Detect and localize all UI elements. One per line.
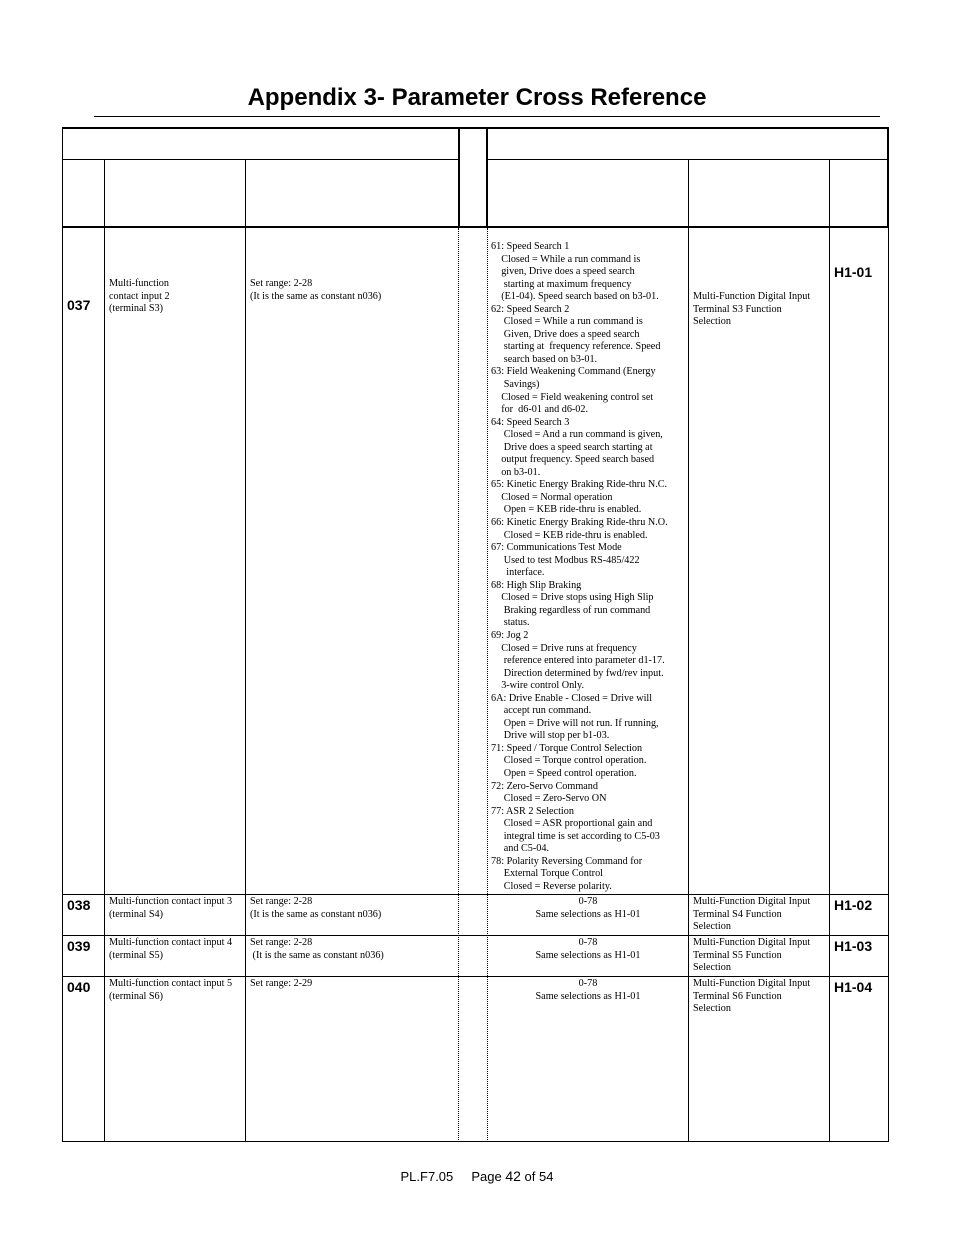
row-divider-1 bbox=[62, 894, 889, 895]
header-col-divider-6 bbox=[829, 160, 830, 227]
row-divider-2 bbox=[62, 935, 889, 936]
page-label: Page bbox=[471, 1169, 502, 1184]
table-row-new-values: 0-78 Same selections as H1-01 bbox=[535, 896, 641, 920]
table-row-old-range: Set range: 2-28 (It is the same as constant n036) bbox=[250, 896, 382, 920]
body-col-divider-6 bbox=[829, 228, 830, 1142]
table-row-new-param: H1-02 bbox=[834, 897, 873, 913]
header-bottom-rule bbox=[62, 226, 889, 228]
table-row-old-range: Set range: 2-28 (It is the same as constant n036) bbox=[250, 278, 382, 302]
table-row-old-param: 038 bbox=[67, 897, 91, 913]
header-subdivider-left bbox=[62, 159, 458, 160]
table-row-new-param: H1-03 bbox=[834, 938, 873, 954]
header-col-divider-1 bbox=[104, 160, 105, 227]
body-col-divider-5 bbox=[688, 228, 689, 1142]
table-row-new-name: Multi-Function Digital Input Terminal S5 Function Selection bbox=[693, 937, 811, 974]
table-right-border-body bbox=[888, 227, 889, 1142]
body-col-divider-1 bbox=[104, 228, 105, 1142]
table-row-old-name: Multi-function contact input 2 (terminal S3) bbox=[109, 278, 170, 315]
document-id: PL.F7.05 bbox=[400, 1169, 454, 1184]
table-row-old-param: 040 bbox=[67, 979, 91, 995]
body-gap-left-dotted bbox=[458, 228, 459, 1142]
table-row-old-name: Multi-function contact input 3 (terminal S4) bbox=[109, 896, 233, 920]
header-gap-left bbox=[458, 127, 460, 227]
title-rule bbox=[94, 116, 880, 117]
cross-reference-table bbox=[62, 127, 889, 1142]
page-total: of 54 bbox=[524, 1169, 554, 1184]
body-gap-right-dotted bbox=[487, 228, 488, 1142]
header-col-divider-2 bbox=[245, 160, 246, 227]
table-row-new-param: H1-01 bbox=[834, 264, 873, 280]
table-row-old-range: Set range: 2-29 bbox=[250, 978, 313, 989]
table-row-new-values: 61: Speed Search 1 Closed = While a run command is given, Drive does a speed search starting at maximum frequency (E1-04). Speed search based on b3-01. 62: Speed Search 2 Closed = While a run command is Given, Drive does a speed search starting at frequency reference. Speed search based on b3-01. 63: Field Weakening Command (Energy Savings) Closed = Field weakening control set for d6-01 and d6-02. 64: Speed Search 3 Closed = And a run command is given, Drive does a speed search starting at output frequency. Speed search based on b3-01. 65: Kinetic Energy Braking Ride-thru N.C. Closed = Normal operation Open = KEB ride-thru is enabled. 66: Kinetic Energy Braking Ride-thru N.O. Closed = KEB ride-thru is enabled. 67: Communications Test Mode Used to test Modbus RS-485/422 interface. 68: High Slip Braking Closed = Drive stops using High Slip Braking regardless of run command status. 69: Jog 2 Closed = Drive runs at frequency reference entered into parameter d1-17. Direction determined by fwd/rev input. 3-wire control Only. 6A: Drive Enable - Closed = Drive will accept run command. Open = Drive will not run. If running, Drive will stop per b1-03. 71: Speed / Torque Control Selection Closed = Torque control operation. Open = Speed control operation. 72: Zero-Servo Command Closed = Zero-Servo ON 77: ASR 2 Selection Closed = ASR proportional gain and integral time is set according to C5-03 and C5-04. 78: Polarity Reversing Command for External Torque Control Closed = Reverse polarity. bbox=[491, 241, 668, 892]
table-bottom-border bbox=[62, 1141, 889, 1142]
table-row-new-values: 0-78 Same selections as H1-01 bbox=[535, 978, 641, 1002]
table-row-new-name: Multi-Function Digital Input Terminal S6 Function Selection bbox=[693, 978, 811, 1015]
page-number: 42 bbox=[505, 1168, 521, 1184]
table-left-border bbox=[62, 127, 63, 1142]
table-row-old-param: 037 bbox=[67, 297, 91, 313]
table-row-old-name: Multi-function contact input 4 (terminal S5) bbox=[109, 937, 233, 961]
page-footer bbox=[0, 1168, 954, 1184]
row-divider-3 bbox=[62, 976, 889, 977]
table-row-new-name: Multi-Function Digital Input Terminal S3 Function Selection bbox=[693, 291, 811, 328]
table-row-old-param: 039 bbox=[67, 938, 91, 954]
table-row-new-values: 0-78 Same selections as H1-01 bbox=[535, 937, 641, 961]
table-row-new-param: H1-04 bbox=[834, 979, 873, 995]
header-col-divider-5 bbox=[688, 160, 689, 227]
table-row-new-name: Multi-Function Digital Input Terminal S4 Function Selection bbox=[693, 896, 811, 933]
table-row-old-name: Multi-function contact input 5 (terminal S6) bbox=[109, 978, 233, 1002]
header-gap-right bbox=[486, 127, 488, 227]
table-top-border bbox=[62, 127, 889, 129]
page-title: Appendix 3- Parameter Cross Reference bbox=[247, 84, 707, 111]
table-row-old-range: Set range: 2-28 (It is the same as constant n036) bbox=[250, 937, 384, 961]
body-col-divider-2 bbox=[245, 228, 246, 1142]
table-right-border bbox=[887, 127, 889, 227]
